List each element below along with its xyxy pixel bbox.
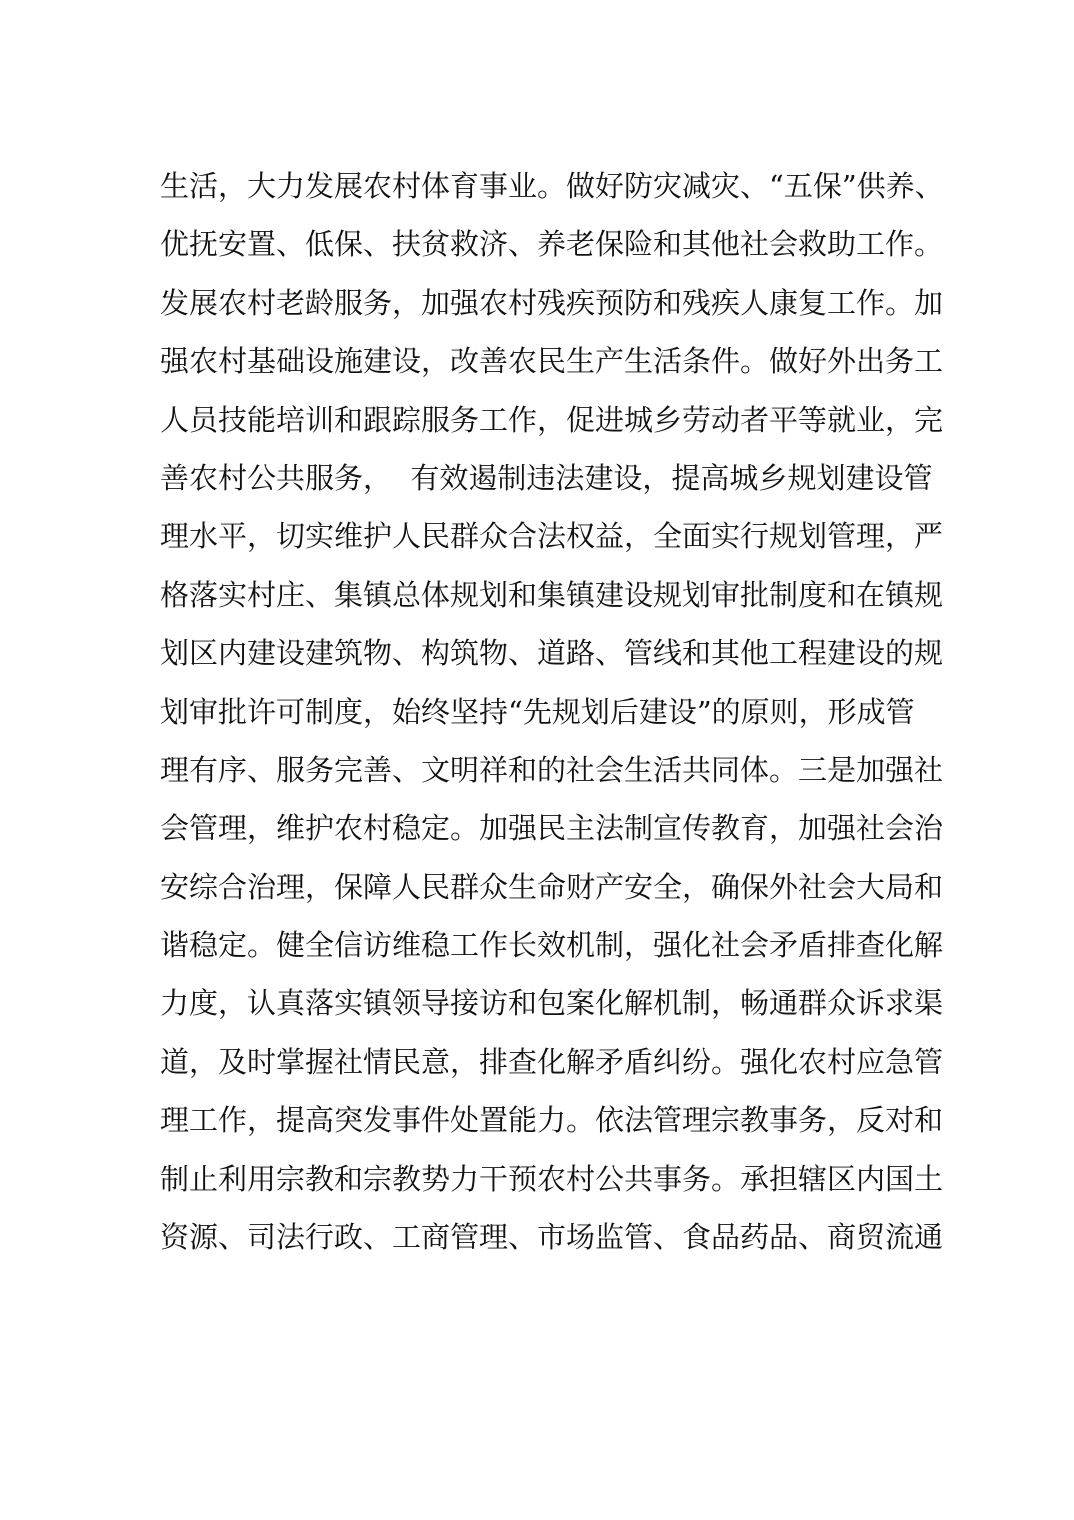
text-line: 安综合治理，保障人民群众生命财产安全，确保外社会大局和 — [160, 869, 944, 904]
text-line: 人员技能培训和跟踪服务工作，促进城乡劳动者平等就业，完 — [160, 402, 944, 437]
text-line: 会管理，维护农村稳定。加强民主法制宣传教育，加强社会治 — [160, 811, 944, 846]
text-line: 谐稳定。健全信访维稳工作长效机制，强化社会矛盾排查化解 — [160, 928, 944, 963]
text-line: 生活，大力发展农村体育事业。做好防灾减灾、“五保”供养、 — [160, 169, 944, 203]
text-line: 划区内建设建筑物、构筑物、道路、管线和其他工程建设的规 — [160, 636, 944, 671]
text-line: 发展农村老龄服务，加强农村残疾预防和残疾人康复工作。加 — [160, 285, 944, 320]
text-line: 理水平，切实维护人民群众合法权益，全面实行规划管理，严 — [160, 519, 944, 554]
text-line: 资源、司法行政、工商管理、市场监管、食品药品、商贸流通 — [160, 1220, 944, 1255]
text-line: 优抚安置、低保、扶贫救济、养老保险和其他社会救助工作。 — [160, 227, 944, 262]
text-line: 力度，认真落实镇领导接访和包案化解机制，畅通群众诉求渠 — [160, 986, 944, 1021]
text-line: 理有序、服务完善、文明祥和的社会生活共同体。三是加强社 — [160, 752, 944, 787]
body-paragraph — [160, 166, 944, 1275]
text-line: 理工作，提高突发事件处置能力。依法管理宗教事务，反对和 — [160, 1103, 944, 1138]
text-line: 格落实村庄、集镇总体规划和集镇建设规划审批制度和在镇规 — [160, 577, 944, 612]
text-line: 划审批许可制度，始终坚持“先规划后建设”的原则，形成管 — [160, 694, 915, 729]
text-line: 强农村基础设施建设，改善农民生产生活条件。做好外出务工 — [160, 344, 944, 379]
text-line: 道，及时掌握社情民意，排查化解矛盾纠纷。强化农村应急管 — [160, 1044, 944, 1079]
text-line: 善农村公共服务， 有效遏制违法建设，提高城乡规划建设管 — [160, 460, 933, 495]
text-line: 制止利用宗教和宗教势力干预农村公共事务。承担辖区内国土 — [160, 1161, 944, 1196]
